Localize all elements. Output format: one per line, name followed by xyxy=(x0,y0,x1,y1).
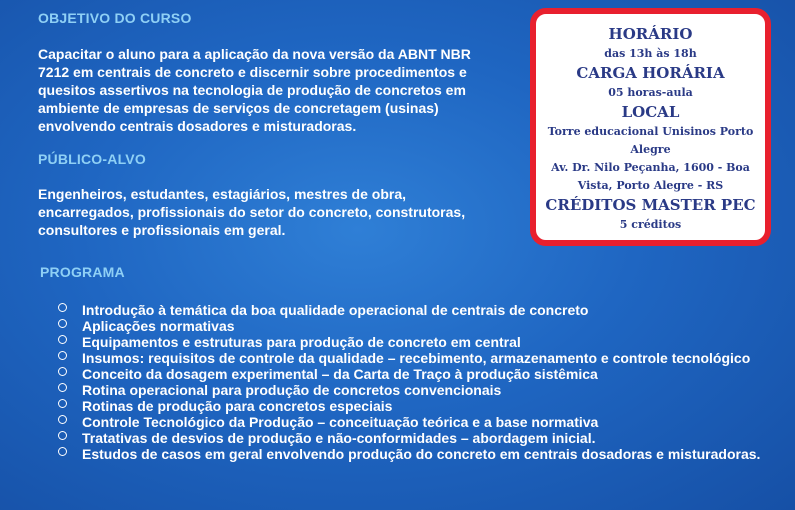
local-line2: Av. Dr. Nilo Peçanha, 1600 - Boa Vista, Porto Alegre - RS xyxy=(551,161,750,192)
programa-list xyxy=(58,302,778,462)
publico-text: Engenheiros, estudantes, estagiários, mestres de obra, encarregados, profissionais do setor do concreto, construtoras, consultores e profissionais em geral. xyxy=(38,186,466,238)
circle-bullet-icon xyxy=(58,431,67,440)
local-label: LOCAL xyxy=(621,103,680,121)
horario-label: HORÁRIO xyxy=(608,25,693,43)
list-item: Conceito da dosagem experimental – da Carta de Traço à produção sistêmica xyxy=(58,366,778,382)
circle-bullet-icon xyxy=(58,447,67,456)
programa-heading: PROGRAMA xyxy=(40,264,125,280)
circle-bullet-icon xyxy=(58,351,67,360)
info-box xyxy=(530,8,771,246)
creditos-label: CRÉDITOS MASTER PEC xyxy=(545,196,756,214)
objetivo-heading: OBJETIVO DO CURSO xyxy=(38,10,192,26)
carga-value: 05 horas-aula xyxy=(608,86,693,99)
list-item: Controle Tecnológico da Produção – conceituação teórica e a base normativa xyxy=(58,414,778,430)
circle-bullet-icon xyxy=(58,415,67,424)
publico-heading: PÚBLICO-ALVO xyxy=(38,151,146,167)
horario-value: das 13h às 18h xyxy=(604,47,697,60)
creditos-value: 5 créditos xyxy=(619,218,682,231)
list-item: Rotinas de produção para concretos especiais xyxy=(58,398,778,414)
objetivo-text: Capacitar o aluno para a aplicação da nova versão da ABNT NBR 7212 em centrais de concreto e discernir sobre procedimentos e quesitos assertivos na tecnologia de produção de concretos em ambiente de empresas de serviços de concretagem (usinas) envolvendo centrais dosadores e misturadoras. xyxy=(38,46,471,134)
circle-bullet-icon xyxy=(58,319,67,328)
circle-bullet-icon xyxy=(58,383,67,392)
circle-bullet-icon xyxy=(58,335,67,344)
list-item: Insumos: requisitos de controle da qualidade – recebimento, armazenamento e controle tecnológico xyxy=(58,350,778,366)
circle-bullet-icon xyxy=(58,367,67,376)
local-line1: Torre educacional Unisinos Porto Alegre xyxy=(547,125,754,156)
list-item: Equipamentos e estruturas para produção de concreto em central xyxy=(58,334,778,350)
list-item: Estudos de casos em geral envolvendo produção do concreto em centrais dosadoras e misturadoras. xyxy=(58,446,778,462)
circle-bullet-icon xyxy=(58,399,67,408)
list-item: Introdução à temática da boa qualidade operacional de centrais de concreto xyxy=(58,302,778,318)
list-item: Tratativas de desvios de produção e não-conformidades – abordagem inicial. xyxy=(58,430,778,446)
carga-label: CARGA HORÁRIA xyxy=(576,64,725,82)
list-item: Rotina operacional para produção de concretos convencionais xyxy=(58,382,778,398)
circle-bullet-icon xyxy=(58,303,67,312)
list-item: Aplicações normativas xyxy=(58,318,778,334)
